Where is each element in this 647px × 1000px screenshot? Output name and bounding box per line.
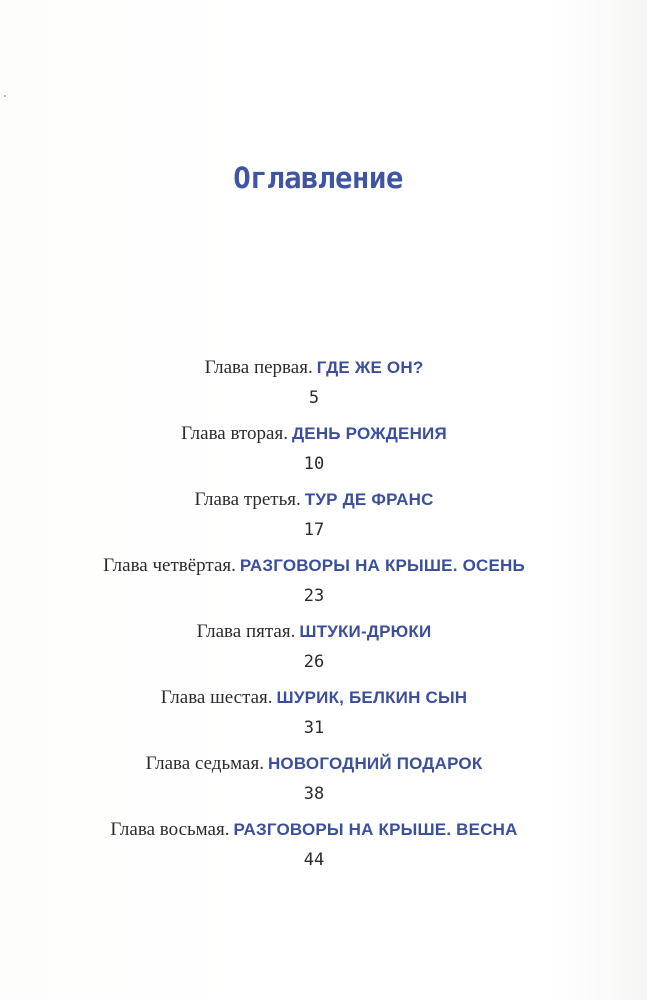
toc-entry-7: [0, 746, 628, 812]
toc-entry-6: [0, 680, 628, 746]
chapter-title: ТУР ДЕ ФРАНС: [304, 490, 434, 509]
toc-entry-3: [0, 482, 628, 548]
chapter-label: Глава вторая.: [181, 423, 288, 444]
toc-entry-5: [0, 614, 628, 680]
toc-entry-line: [0, 350, 628, 386]
page-title: Оглавление: [233, 161, 403, 195]
chapter-label: Глава шестая.: [160, 687, 273, 708]
chapter-title: ШТУКИ-ДРЮКИ: [299, 622, 432, 641]
chapter-title: ДЕНЬ РОЖДЕНИЯ: [291, 424, 447, 443]
chapter-label: Глава пятая.: [196, 621, 296, 642]
page-number: 31: [303, 718, 325, 738]
chapter-label: Глава четвёртая.: [103, 555, 236, 576]
toc-entry-line: [0, 812, 628, 848]
page-number: 17: [303, 520, 325, 540]
toc-entry-2: [0, 416, 628, 482]
toc-entry-4: [0, 548, 628, 614]
toc-entry-8: [0, 812, 628, 878]
page-number: 10: [303, 454, 325, 474]
toc-entry-line: [0, 416, 628, 452]
toc-entry-line: [0, 548, 628, 584]
chapter-title: ГДЕ ЖЕ ОН?: [316, 358, 424, 377]
toc-entry-1: [0, 350, 628, 416]
chapter-title: ШУРИК, БЕЛКИН СЫН: [276, 688, 468, 707]
table-of-contents: [0, 350, 628, 878]
page-number: 38: [303, 784, 325, 804]
page-speck: [4, 95, 6, 97]
page-number: 5: [308, 388, 320, 408]
toc-entry-line: [0, 614, 628, 650]
toc-entry-line: [0, 680, 628, 716]
chapter-label: Глава первая.: [204, 357, 313, 378]
chapter-title: НОВОГОДНИЙ ПОДАРОК: [267, 754, 483, 773]
chapter-label: Глава седьмая.: [145, 753, 264, 774]
toc-entry-line: [0, 746, 628, 782]
chapter-label: Глава третья.: [194, 489, 301, 510]
chapter-title: РАЗГОВОРЫ НА КРЫШЕ. ВЕСНА: [233, 820, 518, 839]
page-number: 44: [303, 850, 325, 870]
page-number: 26: [303, 652, 325, 672]
page-number: 23: [303, 586, 325, 606]
toc-entry-line: [0, 482, 628, 518]
chapter-label: Глава восьмая.: [110, 819, 230, 840]
chapter-title: РАЗГОВОРЫ НА КРЫШЕ. ОСЕНЬ: [239, 556, 525, 575]
